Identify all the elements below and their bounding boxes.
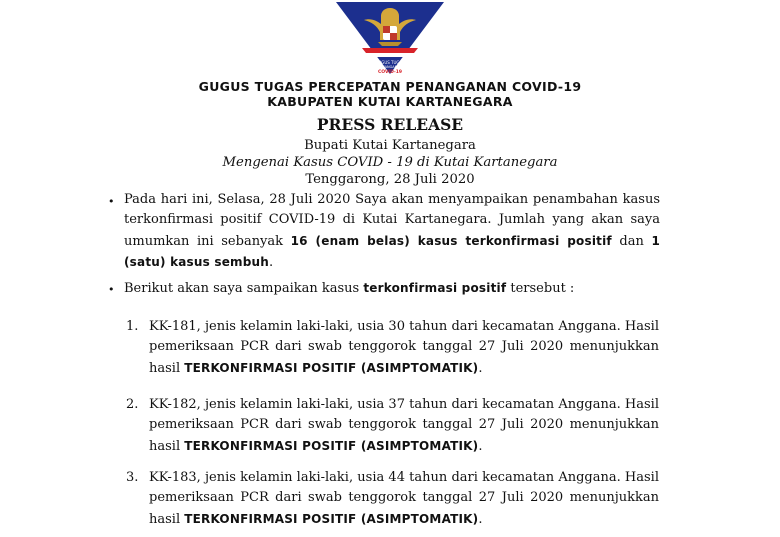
paragraph-2-bold: terkonfirmasi positif [363,281,507,295]
case-number: 3. [126,470,139,485]
case-end: . [478,511,483,527]
case-description: KK-182, jenis kelamin laki-laki, usia 37 tahun dari kecamatan Anggana. Hasil pemeriksaan PCR dari swab tenggorok tanggal 27 Juli 2020 menunjukkan hasil [149,397,659,454]
case-result: TERKONFIRMASI POSITIF (ASIMPTOMATIK) [184,511,479,526]
case-number: 2. [126,397,139,412]
case-item [149,317,659,379]
case-result: TERKONFIRMASI POSITIF (ASIMPTOMATIK) [184,438,479,453]
case-description: KK-183, jenis kelamin laki-laki, usia 44 tahun dari kecamatan Anggana. Hasil pemeriksaan PCR dari swab tenggorok tanggal 27 Juli 2020 menunjukkan hasil [149,470,659,527]
bullet-icon: • [108,283,115,296]
case-end: . [478,438,483,454]
subtitle-line-3: Tenggarong, 28 Juli 2020 [305,172,475,187]
logo-text-1: GUGUS TUGAS [375,60,405,65]
case-number: 1. [126,319,139,334]
paragraph-1 [124,190,660,274]
header-line-1: GUGUS TUGAS PERCEPATAN PENANGANAN COVID-19 [198,79,582,94]
paragraph-2-end: tersebut : [506,281,575,296]
case-count-recovered: 1 (satu) kasus sembuh [124,233,660,270]
case-count-positive: 16 (enam belas) kasus terkonfirmasi positif [290,233,612,248]
paragraph-1-text: Pada hari ini, Selasa, 28 Juli 2020 Saya akan menyampaikan penambahan kasus terkonfirmasi positif COVID-19 di Kutai Kartanegara. Jumlah yang akan saya umumkan ini sebanyak [124,192,660,249]
header-line-2: KABUPATEN KUTAI KARTANEGARA [267,94,513,109]
subtitle-line-1: Bupati Kutai Kartanegara [304,138,476,153]
case-end: . [478,360,483,376]
covid-task-force-logo [334,0,446,76]
case-description: KK-181, jenis kelamin laki-laki, usia 30 tahun dari kecamatan Anggana. Hasil pemeriksaan PCR dari swab tenggorok tanggal 27 Juli 2020 menunjukkan hasil [149,319,659,376]
case-item [149,395,659,457]
subtitle-line-2: Mengenai Kasus COVID - 19 di Kutai Kartanegara [222,155,558,170]
paragraph-1-connector: dan [611,233,652,249]
bullet-icon: • [108,195,115,208]
logo-text-3: PENANGANAN [377,65,403,69]
case-item [149,468,659,530]
paragraph-2-text: Berikut akan saya sampaikan kasus [124,281,364,296]
page-title: PRESS RELEASE [316,115,464,134]
logo-text-4: COVID-19 [377,70,403,75]
case-result: TERKONFIRMASI POSITIF (ASIMPTOMATIK) [184,360,479,375]
paragraph-1-end: . [269,255,274,271]
paragraph-2 [124,278,660,299]
